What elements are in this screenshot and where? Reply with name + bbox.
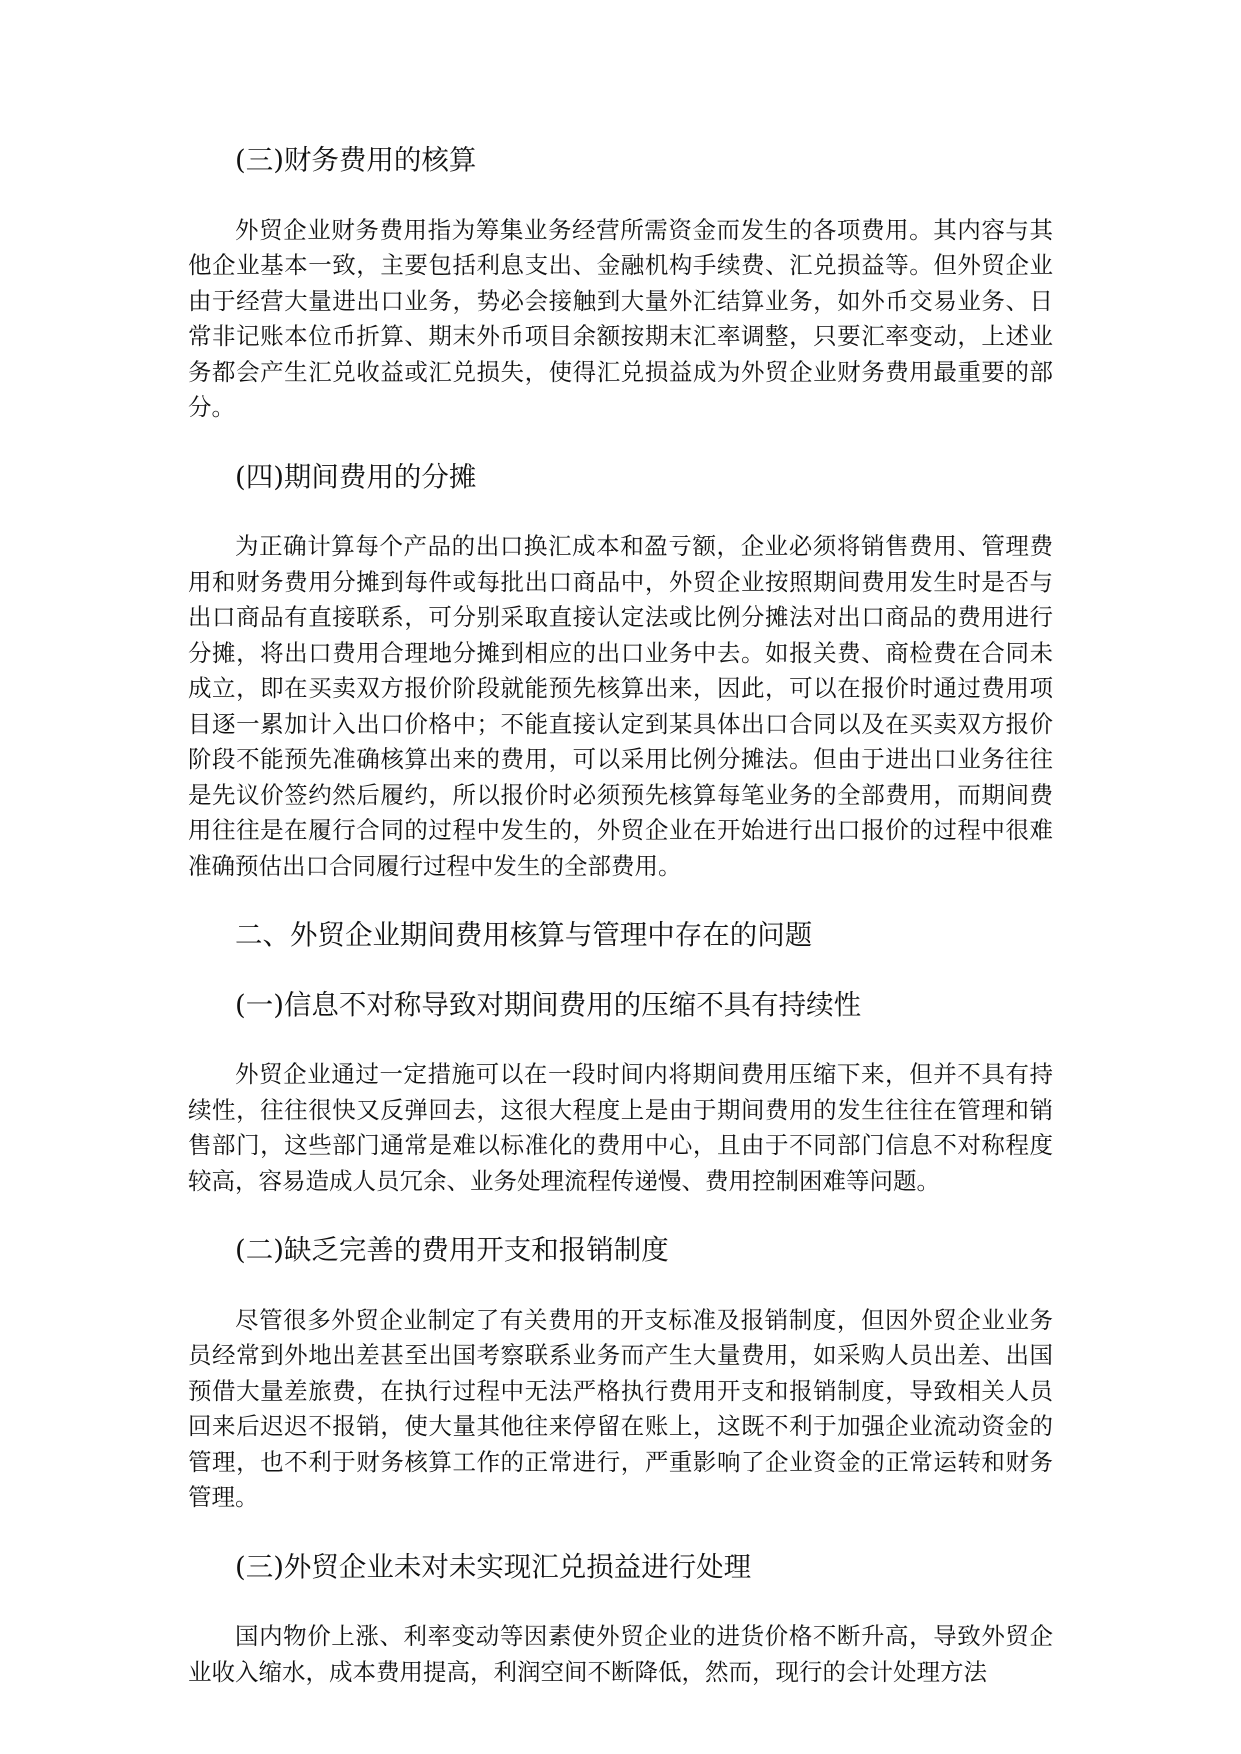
- chapter-heading-problems: 二、外贸企业期间费用核算与管理中存在的问题: [235, 919, 813, 951]
- section-heading-reimbursement-system: (二)缺乏完善的费用开支和报销制度: [235, 1234, 669, 1266]
- section-heading-unrealized-exchange: (三)外贸企业未对未实现汇兑损益进行处理: [235, 1550, 752, 1583]
- section-heading-financial-expense-accounting: (三)财务费用的核算: [235, 144, 477, 176]
- paragraph-financial-expense: 外贸企业财务费用指为筹集业务经营所需资金而发生的各项费用。其内容与其他企业基本一致，主要包括利息支出、金融机构手续费、汇兑损益等。但外贸企业由于经营大量进出口业务，势必会接触到大量外汇结算业务，如外币交易业务、日常非记账本位币折算、期末外币项目余额按期末汇率调整，只要汇率变动，上述业务都会产生汇兑收益或汇兑损失，使得汇兑损益成为外贸企业财务费用最重要的部分。: [188, 215, 1053, 421]
- paragraph-unrealized-exchange: 国内物价上涨、利率变动等因素使外贸企业的进货价格不断升高，导致外贸企业收入缩水，成本费用提高，利润空间不断降低，然而，现行的会计处理方法: [188, 1622, 1053, 1686]
- paragraph-information-asymmetry: 外贸企业通过一定措施可以在一段时间内将期间费用压缩下来，但并不具有持续性，往往很快又反弹回去，这很大程度上是由于期间费用的发生往往在管理和销售部门，这些部门通常是难以标准化的费用中心，且由于不同部门信息不对称程度较高，容易造成人员冗余、业务处理流程传递慢、费用控制困难等问题。: [188, 1060, 1053, 1195]
- document-body: [188, 143, 1053, 1690]
- paragraph-reimbursement-system: 尽管很多外贸企业制定了有关费用的开支标准及报销制度，但因外贸企业业务员经常到外地出差甚至出国考察联系业务而产生大量费用，如采购人员出差、出国预借大量差旅费，在执行过程中无法严格执行费用开支和报销制度，导致相关人员回来后迟迟不报销，使大量其他往来停留在账上，这既不利于加强企业流动资金的管理，也不利于财务核算工作的正常进行，严重影响了企业资金的正常运转和财务管理。: [188, 1305, 1053, 1511]
- section-heading-information-asymmetry: (一)信息不对称导致对期间费用的压缩不具有持续性: [235, 988, 862, 1021]
- paragraph-period-expense-allocation: 为正确计算每个产品的出口换汇成本和盈亏额，企业必须将销售费用、管理费用和财务费用分摊到每件或每批出口商品中，外贸企业按照期间费用发生时是否与出口商品有直接联系，可分别采取直接认定法或比例分摊法对出口商品的费用进行分摊，将出口费用合理地分摊到相应的出口业务中去。如报关费、商检费在合同未成立，即在买卖双方报价阶段就能预先核算出来，因此，可以在报价时通过费用项目逐一累加计入出口价格中；不能直接认定到某具体出口合同以及在买卖双方报价阶段不能预先准确核算出来的费用，可以采用比例分摊法。但由于进出口业务往往是先议价签约然后履约，所以报价时必须预先核算每笔业务的全部费用，而期间费用往往是在履行合同的过程中发生的，外贸企业在开始进行出口报价的过程中很难准确预估出口合同履行过程中发生的全部费用。: [188, 532, 1053, 880]
- section-heading-period-expense-allocation: (四)期间费用的分摊: [235, 460, 477, 493]
